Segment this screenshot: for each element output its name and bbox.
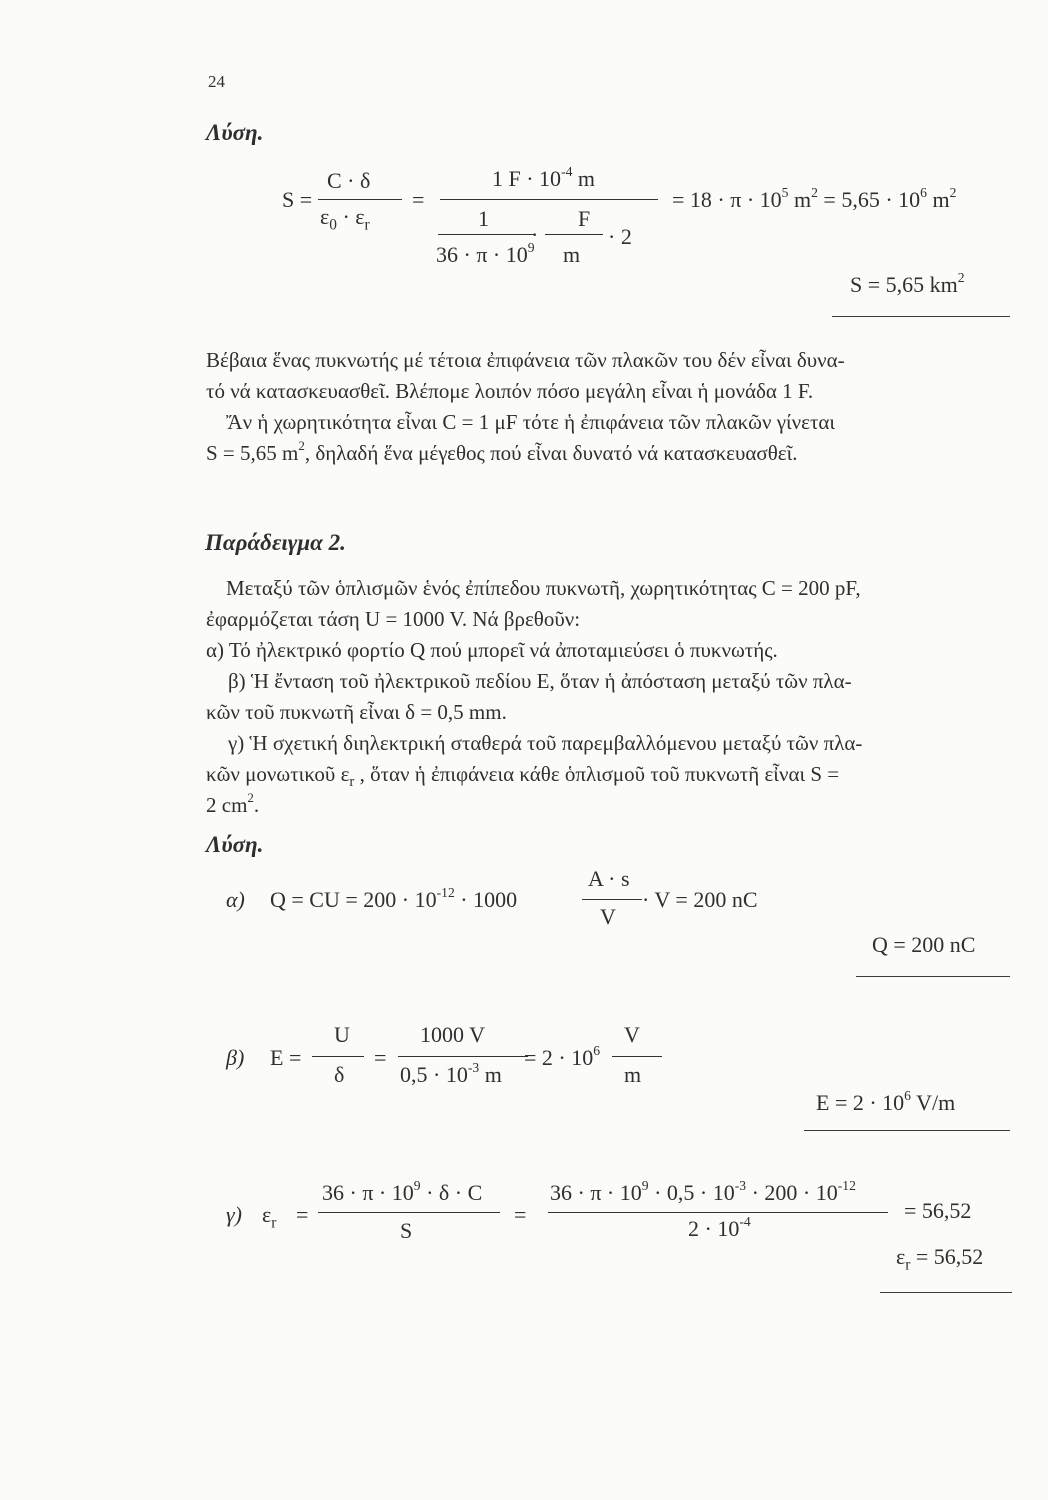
fraction-line [438, 234, 534, 235]
paragraph-line: Βέβαια ἕνας πυκνωτής μέ τέτοια ἐπιφάνεια τῶν πλακῶν του δέν εἶναι δυνα- [206, 348, 845, 372]
fraction-line [318, 199, 402, 200]
example-line: κῶν τοῦ πυκνωτῆ εἶναι δ = 0,5 mm. [206, 700, 507, 724]
fraction-line [582, 899, 642, 900]
eq-a-right: · V = 200 nC [642, 887, 758, 912]
eq-sign: = [296, 1202, 309, 1227]
paragraph-line: S = 5,65 $m^2$, δηλαδή ἕνα μέγεθος πού εἶναι δυνατό νά κατασκευασθεῖ. [206, 438, 798, 465]
final-result-s: S = 5,65 $km^2$ [850, 269, 965, 297]
final-result-q: Q = 200 nC [872, 932, 976, 957]
frac-b3-den: m [624, 1062, 642, 1087]
example-line: Μεταξύ τῶν ὁπλισμῶν ἑνός ἐπίπεδου πυκνωτῆ, χωρητικότητας C = 200 pF, [226, 576, 861, 600]
fraction-line [318, 1212, 500, 1213]
frac-c1-den: S [400, 1218, 413, 1243]
frac-b1-num: U [334, 1022, 350, 1047]
eq-result: = $18 \cdot \pi \cdot 10^5$ $m^2 = 5,65 \cdot 10^6$ $m^2$ [672, 184, 957, 212]
label-a: α) [226, 887, 245, 912]
frac-c2-num: $36 \cdot \pi \cdot 10^9 \cdot 0,5 \cdot 10^{-3} \cdot 200 \cdot 10^{-12}$ [550, 1177, 856, 1205]
frac-b2-num: 1000 V [420, 1022, 485, 1047]
example-line: β) Ἡ ἔνταση τοῦ ἠλεκτρικοῦ πεδίου E, ὅταν ἡ ἀπόσταση μεταξύ τῶν πλα- [228, 669, 852, 693]
example-line: α) Τό ἠλεκτρικό φορτίο Q πού μπορεῖ νά ἀποταμιεύσει ὁ πυκνωτής. [206, 638, 778, 662]
fraction-line [612, 1056, 662, 1057]
final-result-er: $\varepsilon_r = 56,52$ [896, 1244, 984, 1274]
paragraph-line: τό νά κατασκευασθεῖ. Βλέπομε λοιπόν πόσο μεγάλη εἶναι ἡ μονάδα 1 F. [206, 379, 814, 403]
fraction-line [312, 1056, 364, 1057]
eq-c-result: = 56,52 [904, 1198, 972, 1223]
label-b: β) [226, 1045, 245, 1070]
fraction-line [440, 199, 658, 200]
frac-b1-den: δ [334, 1062, 345, 1087]
frac-c1-num: $36 \cdot \pi \cdot 10^9 \cdot \delta \cdot C$ [322, 1177, 483, 1205]
eq-lhs: S = [282, 187, 313, 212]
frac-a-den: V [600, 904, 616, 929]
eq-sign: = [374, 1045, 387, 1070]
solution-heading: Λύση. [206, 832, 264, 857]
frac-a-num: A · s [588, 866, 630, 891]
example-line: 2 $cm^2$. [206, 790, 260, 817]
eq-a-left: Q = CU = $200 \cdot 10^{-12} \cdot 1000$ [270, 884, 518, 912]
frac-b2-den: $0,5 \cdot 10^{-3}$ m [400, 1059, 502, 1087]
example-heading: Παράδειγμα 2. [205, 530, 346, 555]
eq-c-lhs: $\varepsilon_r$ [262, 1202, 277, 1232]
frac1-numerator: C · δ [327, 168, 371, 193]
frac2-den-one: 1 [478, 206, 489, 231]
frac-b3-num: V [624, 1022, 640, 1047]
result-underline [856, 976, 1010, 977]
solution-heading: Λύση. [206, 120, 264, 145]
result-underline [832, 316, 1010, 317]
final-result-e: $E = 2 \cdot 10^6$ V/m [816, 1087, 956, 1115]
paragraph-line: Ἄν ἡ χωρητικότητα εἶναι C = 1 μF τότε ἡ ἐπιφάνεια τῶν πλακῶν γίνεται [226, 410, 836, 434]
frac2-numerator: 1 $F \cdot 10^{-4}$ m [492, 163, 596, 191]
fraction-line [398, 1056, 528, 1057]
eq-b-result: = $2 \cdot 10^6$ [524, 1042, 601, 1070]
frac2-den-a: $36 \cdot \pi \cdot 10^9$ [436, 239, 535, 267]
frac2-den-m: m [563, 242, 581, 267]
result-underline [880, 1292, 1012, 1293]
eq-sign: = [412, 187, 425, 212]
fraction-line [548, 1212, 888, 1213]
fraction-line [545, 234, 603, 235]
frac2-den-dot: · [531, 222, 539, 247]
frac2-den-F: F [578, 206, 591, 231]
frac2-den-two: · 2 [608, 224, 632, 249]
frac-c2-den: $2 \cdot 10^{-4}$ [688, 1213, 751, 1241]
example-line: γ) Ἡ σχετική διηλεκτρική σταθερά τοῦ παρεμβαλλόμενου μεταξύ τῶν πλα- [228, 731, 863, 755]
frac1-denominator: $\varepsilon_0 \cdot \varepsilon_r$ [320, 204, 370, 234]
label-c: γ) [226, 1202, 242, 1227]
result-underline [804, 1130, 1010, 1131]
eq-sign: = [514, 1202, 527, 1227]
example-line: κῶν μονωτικοῦ $\varepsilon_r$ , ὅταν ἡ ἐπιφάνεια κάθε ὁπλισμοῦ τοῦ πυκνωτῆ εἶναι S = [206, 762, 840, 791]
page-number: 24 [208, 72, 225, 91]
eq-b-lhs: E = [270, 1045, 302, 1070]
example-line: ἐφαρμόζεται τάση U = 1000 V. Νά βρεθοῦν: [206, 607, 581, 631]
